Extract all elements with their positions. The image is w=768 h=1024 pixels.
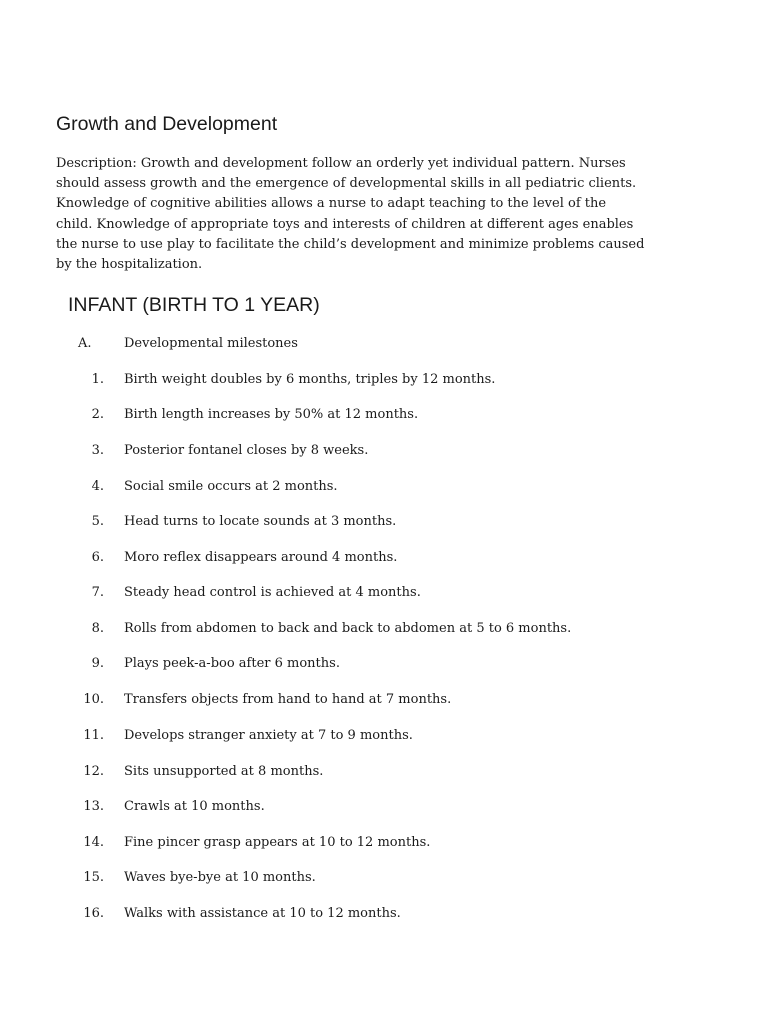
description-line: by the hospitalization. (56, 257, 203, 273)
list-item (0, 692, 768, 708)
page-title: Growth and Development (56, 113, 278, 135)
list-item-number: 2. (91, 407, 104, 422)
list-item (0, 372, 768, 388)
list-item (0, 550, 768, 566)
list-item (0, 835, 768, 851)
description-line: Knowledge of cognitive abilities allows a nurse to adapt teaching to the level of the (56, 196, 607, 212)
list-item-text: Posterior fontanel closes by 8 weeks. (124, 443, 369, 458)
list-item-text: Develops stranger anxiety at 7 to 9 months. (124, 728, 413, 743)
list-item-text: Plays peek-a-boo after 6 months. (124, 656, 340, 671)
list-item-text: Birth length increases by 50% at 12 months. (124, 407, 419, 422)
description-line: Description: Growth and development follow an orderly yet individual pattern. Nurses (56, 156, 626, 171)
list-item-number: 3. (91, 443, 104, 458)
list-item (0, 621, 768, 637)
list-item-number: 8. (91, 621, 104, 636)
list-item-text: Social smile occurs at 2 months. (124, 479, 338, 494)
list-item (0, 479, 768, 495)
list-item-number: 9. (91, 656, 104, 671)
list-item (0, 407, 768, 423)
list-item (0, 514, 768, 530)
list-item-text: Crawls at 10 months. (124, 799, 265, 814)
list-item-text: Fine pincer grasp appears at 10 to 12 months. (124, 835, 431, 850)
list-item-number: 6. (91, 550, 104, 565)
list-item-number: 4. (91, 479, 104, 494)
list-item (0, 443, 768, 459)
description-line: should assess growth and the emergence of developmental skills in all pediatric clients. (56, 176, 637, 192)
list-item (0, 656, 768, 672)
list-item-text: Walks with assistance at 10 to 12 months. (124, 906, 401, 921)
list-item-number: 1. (91, 372, 104, 387)
list-item-number: 15. (83, 870, 104, 885)
subsection-marker: A. (78, 336, 92, 351)
list-item-text: Sits unsupported at 8 months. (124, 764, 324, 779)
list-item (0, 728, 768, 744)
description-line: child. Knowledge of appropriate toys and interests of children at different ages enables (56, 216, 634, 232)
list-item-number: 5. (91, 514, 104, 529)
list-item-text: Steady head control is achieved at 4 months. (124, 585, 421, 600)
list-item-number: 14. (83, 835, 104, 850)
subsection-header (0, 336, 768, 352)
list-item-number: 10. (83, 692, 104, 707)
list-item-number: 16. (83, 906, 104, 921)
subsection-label: Developmental milestones (124, 336, 298, 351)
list-item-text: Moro reflex disappears around 4 months. (124, 550, 398, 565)
list-item-number: 13. (83, 799, 104, 814)
list-item-number: 7. (91, 585, 104, 600)
list-item-text: Rolls from abdomen to back and back to abdomen at 5 to 6 months. (124, 621, 572, 636)
list-item-text: Birth weight doubles by 6 months, triples by 12 months. (124, 372, 496, 387)
list-item-text: Head turns to locate sounds at 3 months. (124, 514, 397, 529)
description-paragraph (56, 154, 726, 275)
list-item-number: 12. (83, 764, 104, 779)
list-item (0, 906, 768, 922)
list-item (0, 870, 768, 886)
list-item-text: Waves bye-bye at 10 months. (124, 870, 316, 885)
list-item (0, 799, 768, 815)
list-item-number: 11. (83, 728, 104, 743)
list-item (0, 585, 768, 601)
section-heading: INFANT (BIRTH TO 1 YEAR) (68, 294, 320, 316)
description-line: the nurse to use play to facilitate the child’s development and minimize problems caused (56, 236, 645, 252)
list-item-text: Transfers objects from hand to hand at 7 months. (124, 692, 452, 707)
list-item (0, 764, 768, 780)
